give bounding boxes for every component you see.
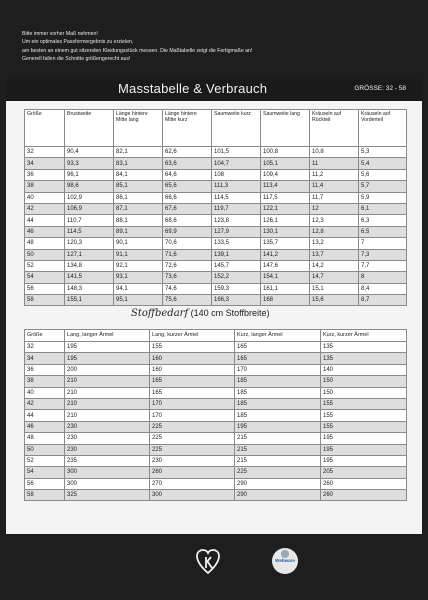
value-cell: 260: [150, 467, 235, 478]
intro-line: am besten an einem gut sitzenden Kleidungsstück messen. Die Maßtabelle zeigt die Fertigmaße an!: [22, 47, 253, 54]
fabric-row: [25, 342, 407, 353]
value-cell: 93,1: [114, 272, 163, 283]
fabric-heading: [131, 308, 270, 319]
value-cell: 185: [235, 398, 321, 409]
size-cell: 42: [25, 203, 65, 214]
value-cell: 15,6: [310, 295, 359, 306]
value-cell: 260: [321, 478, 407, 489]
value-cell: 230: [65, 433, 150, 444]
value-cell: 5,4: [359, 158, 407, 169]
value-cell: 114,5: [212, 192, 261, 203]
value-cell: 170: [235, 364, 321, 375]
value-cell: 165: [235, 342, 321, 353]
value-cell: 91,1: [114, 249, 163, 260]
header-cell: Größe: [25, 110, 65, 147]
value-cell: 86,1: [114, 192, 163, 203]
header-cell: Lang, kurzer Ärmel: [150, 330, 235, 342]
size-cell: 52: [25, 260, 65, 271]
value-cell: 300: [65, 478, 150, 489]
value-cell: 74,6: [163, 283, 212, 294]
size-cell: 46: [25, 421, 65, 432]
value-cell: 165: [150, 376, 235, 387]
intro-line: Bitte immer vorher Maß nehmen!: [22, 31, 98, 37]
value-cell: 195: [65, 353, 150, 364]
value-cell: 82,1: [114, 147, 163, 158]
value-cell: 230: [150, 455, 235, 466]
value-cell: 90,1: [114, 238, 163, 249]
value-cell: 300: [65, 467, 150, 478]
value-cell: 70,6: [163, 238, 212, 249]
value-cell: 123,8: [212, 215, 261, 226]
value-cell: 210: [65, 387, 150, 398]
value-cell: 270: [150, 478, 235, 489]
value-cell: 71,6: [163, 249, 212, 260]
value-cell: 155: [150, 342, 235, 353]
value-cell: 135,7: [261, 238, 310, 249]
fabric-row: [25, 398, 407, 409]
value-cell: 110,7: [65, 215, 114, 226]
fabric-label: Stoffbedarf: [131, 308, 189, 319]
value-cell: 325: [65, 490, 150, 501]
value-cell: 84,1: [114, 169, 163, 180]
measure-row: [25, 249, 407, 260]
size-cell: 48: [25, 238, 65, 249]
value-cell: 148,3: [65, 283, 114, 294]
value-cell: 13,2: [310, 238, 359, 249]
value-cell: 7,7: [359, 260, 407, 271]
value-cell: 150: [321, 376, 407, 387]
value-cell: 66,6: [163, 192, 212, 203]
fabric-header-row: [25, 330, 407, 342]
value-cell: 230: [65, 421, 150, 432]
value-cell: 215: [235, 444, 321, 455]
value-cell: 215: [235, 455, 321, 466]
measure-row: [25, 203, 407, 214]
fabric-row: [25, 433, 407, 444]
intro-line: Generell fallen die Schnitte größengerecht aus!: [22, 56, 131, 63]
webware-badge: [272, 548, 298, 574]
measure-row: [25, 192, 407, 203]
value-cell: 106,9: [65, 203, 114, 214]
size-cell: 40: [25, 387, 65, 398]
value-cell: 260: [321, 490, 407, 501]
size-cell: 58: [25, 490, 65, 501]
fabric-row: [25, 353, 407, 364]
intro-text: [22, 30, 412, 64]
value-cell: 108: [212, 169, 261, 180]
fabric-table: [24, 329, 407, 501]
value-cell: 185: [235, 376, 321, 387]
value-cell: 104,7: [212, 158, 261, 169]
value-cell: 7,3: [359, 249, 407, 260]
measure-row: [25, 295, 407, 306]
value-cell: 160: [150, 364, 235, 375]
size-cell: 52: [25, 455, 65, 466]
value-cell: 12,3: [310, 215, 359, 226]
value-cell: 67,6: [163, 203, 212, 214]
value-cell: 111,3: [212, 181, 261, 192]
measure-row: [25, 215, 407, 226]
measure-row: [25, 260, 407, 271]
value-cell: 5,9: [359, 192, 407, 203]
badge-text: Webware: [275, 558, 295, 563]
value-cell: 210: [65, 376, 150, 387]
value-cell: 126,1: [261, 215, 310, 226]
size-cell: 56: [25, 478, 65, 489]
value-cell: 5,6: [359, 169, 407, 180]
value-cell: 83,1: [114, 158, 163, 169]
value-cell: 73,6: [163, 272, 212, 283]
value-cell: 96,1: [65, 169, 114, 180]
size-cell: 56: [25, 283, 65, 294]
measure-header-row: [25, 110, 407, 147]
value-cell: 165: [150, 387, 235, 398]
value-cell: 235: [65, 455, 150, 466]
value-cell: 145,7: [212, 260, 261, 271]
value-cell: 122,1: [261, 203, 310, 214]
value-cell: 290: [235, 490, 321, 501]
size-cell: 32: [25, 147, 65, 158]
fabric-row: [25, 444, 407, 455]
fabric-row: [25, 364, 407, 375]
value-cell: 12,8: [310, 226, 359, 237]
value-cell: 63,6: [163, 158, 212, 169]
size-cell: 34: [25, 353, 65, 364]
size-cell: 32: [25, 342, 65, 353]
value-cell: 120,3: [65, 238, 114, 249]
value-cell: 185: [235, 387, 321, 398]
value-cell: 94,1: [114, 283, 163, 294]
value-cell: 75,6: [163, 295, 212, 306]
page-title: Masstabelle & Verbrauch: [118, 81, 268, 96]
value-cell: 134,8: [65, 260, 114, 271]
value-cell: 93,3: [65, 158, 114, 169]
value-cell: 117,5: [261, 192, 310, 203]
value-cell: 89,1: [114, 226, 163, 237]
size-sheet: [6, 79, 422, 534]
value-cell: 155: [321, 421, 407, 432]
value-cell: 195: [235, 421, 321, 432]
value-cell: 12: [310, 203, 359, 214]
value-cell: 11,2: [310, 169, 359, 180]
value-cell: 105,1: [261, 158, 310, 169]
size-cell: 40: [25, 192, 65, 203]
value-cell: 150: [321, 387, 407, 398]
value-cell: 210: [65, 410, 150, 421]
size-cell: 54: [25, 272, 65, 283]
value-cell: 195: [321, 455, 407, 466]
value-cell: 109,4: [261, 169, 310, 180]
size-range: GRÖSSE: 32 - 58: [354, 85, 406, 92]
value-cell: 72,6: [163, 260, 212, 271]
size-cell: 50: [25, 249, 65, 260]
value-cell: 141,5: [65, 272, 114, 283]
value-cell: 225: [150, 433, 235, 444]
value-cell: 100,8: [261, 147, 310, 158]
value-cell: 65,6: [163, 181, 212, 192]
header-cell: Größe: [25, 330, 65, 342]
value-cell: 161,1: [261, 283, 310, 294]
value-cell: 130,1: [261, 226, 310, 237]
value-cell: 170: [150, 398, 235, 409]
value-cell: 195: [321, 444, 407, 455]
size-cell: 54: [25, 467, 65, 478]
value-cell: 160: [150, 353, 235, 364]
value-cell: 10,8: [310, 147, 359, 158]
header-cell: Kurz, langer Ärmel: [235, 330, 321, 342]
value-cell: 225: [150, 444, 235, 455]
value-cell: 290: [235, 478, 321, 489]
value-cell: 165: [235, 353, 321, 364]
value-cell: 119,7: [212, 203, 261, 214]
size-cell: 38: [25, 181, 65, 192]
value-cell: 85,1: [114, 181, 163, 192]
value-cell: 11: [310, 158, 359, 169]
value-cell: 6,3: [359, 215, 407, 226]
fabric-row: [25, 467, 407, 478]
fabric-row: [25, 455, 407, 466]
value-cell: 102,9: [65, 192, 114, 203]
size-cell: 44: [25, 410, 65, 421]
header-cell: Kräuseln auf Vorderteil: [359, 110, 407, 147]
measure-row: [25, 272, 407, 283]
header-cell: Lang, langer Ärmel: [65, 330, 150, 342]
measure-row: [25, 147, 407, 158]
value-cell: 230: [65, 444, 150, 455]
value-cell: 139,1: [212, 249, 261, 260]
value-cell: 11,4: [310, 181, 359, 192]
value-cell: 8: [359, 272, 407, 283]
header-cell: Kräuseln auf Rückteil: [310, 110, 359, 147]
size-cell: 48: [25, 433, 65, 444]
value-cell: 159,3: [212, 283, 261, 294]
header-cell: Saumweite kurz: [212, 110, 261, 147]
value-cell: 5,3: [359, 147, 407, 158]
value-cell: 90,4: [65, 147, 114, 158]
value-cell: 95,1: [114, 295, 163, 306]
value-cell: 92,1: [114, 260, 163, 271]
title-bar: [6, 79, 422, 101]
value-cell: 127,9: [212, 226, 261, 237]
fabric-row: [25, 478, 407, 489]
value-cell: 166,3: [212, 295, 261, 306]
value-cell: 195: [65, 342, 150, 353]
value-cell: 8,4: [359, 283, 407, 294]
value-cell: 5,7: [359, 181, 407, 192]
badge-emblem-icon: [281, 550, 289, 558]
fabric-row: [25, 387, 407, 398]
value-cell: 210: [65, 398, 150, 409]
value-cell: 88,1: [114, 215, 163, 226]
value-cell: 154,1: [261, 272, 310, 283]
value-cell: 140: [321, 364, 407, 375]
header-cell: Saumweite lang: [261, 110, 310, 147]
value-cell: 133,5: [212, 238, 261, 249]
size-cell: 44: [25, 215, 65, 226]
size-cell: 38: [25, 376, 65, 387]
value-cell: 200: [65, 364, 150, 375]
header-cell: Kurz, kurzer Ärmel: [321, 330, 407, 342]
value-cell: 87,1: [114, 203, 163, 214]
measure-row: [25, 158, 407, 169]
value-cell: 168: [261, 295, 310, 306]
value-cell: 170: [150, 410, 235, 421]
value-cell: 62,6: [163, 147, 212, 158]
value-cell: 147,6: [261, 260, 310, 271]
measure-row: [25, 226, 407, 237]
value-cell: 135: [321, 353, 407, 364]
value-cell: 69,9: [163, 226, 212, 237]
size-cell: 50: [25, 444, 65, 455]
value-cell: 6,1: [359, 203, 407, 214]
value-cell: 113,4: [261, 181, 310, 192]
value-cell: 114,5: [65, 226, 114, 237]
value-cell: 185: [235, 410, 321, 421]
value-cell: 152,2: [212, 272, 261, 283]
fabric-row: [25, 490, 407, 501]
value-cell: 205: [321, 467, 407, 478]
measure-row: [25, 181, 407, 192]
header-cell: Länge hintere Mitte kurz: [163, 110, 212, 147]
value-cell: 101,5: [212, 147, 261, 158]
measure-row: [25, 169, 407, 180]
size-cell: 34: [25, 158, 65, 169]
value-cell: 13,7: [310, 249, 359, 260]
value-cell: 64,6: [163, 169, 212, 180]
value-cell: 11,7: [310, 192, 359, 203]
value-cell: 225: [235, 467, 321, 478]
value-cell: 127,1: [65, 249, 114, 260]
fabric-row: [25, 410, 407, 421]
value-cell: 7: [359, 238, 407, 249]
size-cell: 58: [25, 295, 65, 306]
value-cell: 195: [321, 433, 407, 444]
heart-k-logo-icon: [196, 548, 220, 576]
value-cell: 14,2: [310, 260, 359, 271]
value-cell: 14,7: [310, 272, 359, 283]
value-cell: 155: [321, 398, 407, 409]
intro-line: Um ein optimales Passformergebnis zu erzielen,: [22, 39, 134, 46]
header-cell: Länge hintere Mitte lang: [114, 110, 163, 147]
measure-row: [25, 283, 407, 294]
value-cell: 155: [321, 410, 407, 421]
size-cell: 36: [25, 169, 65, 180]
value-cell: 98,6: [65, 181, 114, 192]
value-cell: 8,7: [359, 295, 407, 306]
header-cell: Brustweite: [65, 110, 114, 147]
value-cell: 155,1: [65, 295, 114, 306]
fabric-note: (140 cm Stoffbreite): [190, 308, 270, 318]
value-cell: 6,5: [359, 226, 407, 237]
fabric-row: [25, 421, 407, 432]
measure-row: [25, 238, 407, 249]
value-cell: 141,2: [261, 249, 310, 260]
value-cell: 15,1: [310, 283, 359, 294]
size-cell: 36: [25, 364, 65, 375]
value-cell: 135: [321, 342, 407, 353]
measure-table: [24, 109, 407, 306]
value-cell: 68,6: [163, 215, 212, 226]
value-cell: 300: [150, 490, 235, 501]
size-cell: 42: [25, 398, 65, 409]
value-cell: 225: [150, 421, 235, 432]
size-cell: 46: [25, 226, 65, 237]
fabric-row: [25, 376, 407, 387]
value-cell: 215: [235, 433, 321, 444]
